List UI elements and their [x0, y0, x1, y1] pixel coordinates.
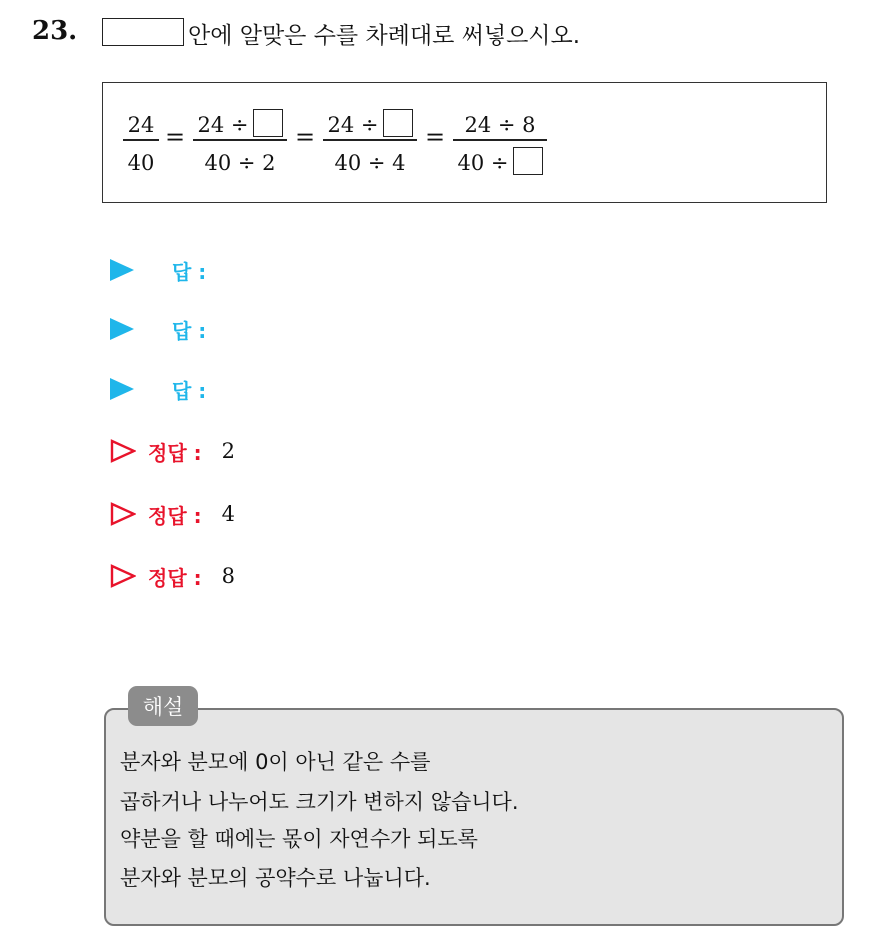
correct-answer-label: 정답 :	[148, 440, 202, 465]
answer-row-3[interactable]	[110, 375, 206, 403]
question-number: 23.	[32, 16, 78, 46]
play-triangle-icon	[110, 378, 134, 400]
equals-sign: =	[295, 123, 316, 151]
explanation-line-1: 분자와 분모에 0이 아닌 같은 수를	[120, 750, 431, 774]
correct-answer-label: 정답 :	[148, 565, 202, 590]
blank-box-1[interactable]	[253, 109, 283, 137]
correct-answer-label: 정답 :	[148, 503, 202, 528]
explanation-tab: 해설	[128, 686, 198, 726]
answer-row-1[interactable]	[110, 256, 206, 284]
question-text: 안에 알맞은 수를 차례대로 써넣으시오.	[188, 23, 581, 49]
fraction-3-denominator: 40 ÷ 4	[334, 150, 406, 175]
correct-answer-value: 4	[221, 502, 235, 526]
explanation-box	[104, 708, 844, 926]
blank-box-3[interactable]	[513, 147, 543, 175]
blank-box-2[interactable]	[383, 109, 413, 137]
fraction-4-numerator: 24 ÷ 8	[464, 113, 536, 137]
answer-blank-box	[102, 18, 184, 46]
correct-answer-row-2	[110, 500, 235, 528]
play-triangle-icon	[110, 259, 134, 281]
answer-label: 답 :	[172, 259, 207, 284]
outline-triangle-icon	[110, 439, 136, 463]
equals-sign: =	[165, 123, 186, 151]
fraction-1-numerator: 24	[127, 113, 155, 137]
outline-triangle-icon	[110, 502, 136, 526]
fraction-2-denominator: 40 ÷ 2	[204, 150, 276, 175]
play-triangle-icon	[110, 318, 134, 340]
correct-answer-row-3	[110, 562, 235, 590]
fraction-4-denominator: 40 ÷	[453, 143, 547, 175]
correct-answer-value: 8	[221, 564, 235, 588]
fraction-1-denominator: 40	[127, 150, 155, 175]
fraction-2	[193, 105, 287, 175]
answer-label: 답 :	[172, 318, 207, 343]
correct-answer-value: 2	[221, 439, 235, 463]
fraction-4	[453, 105, 547, 175]
fraction-3	[323, 105, 417, 175]
answer-label: 답 :	[172, 378, 207, 403]
fraction-3-numerator: 24 ÷	[323, 105, 417, 137]
equals-sign: =	[425, 123, 446, 151]
answer-row-2[interactable]	[110, 315, 206, 343]
explanation-line-4: 분자와 분모의 공약수로 나눕니다.	[120, 866, 431, 890]
fraction-2-numerator: 24 ÷	[193, 105, 287, 137]
fraction-1	[123, 105, 159, 175]
outline-triangle-icon	[110, 564, 136, 588]
explanation-line-2: 곱하거나 나누어도 크기가 변하지 않습니다.	[120, 790, 519, 814]
correct-answer-row-1	[110, 437, 235, 465]
formula-box	[102, 82, 827, 203]
explanation-line-3: 약분을 할 때에는 몫이 자연수가 되도록	[120, 827, 478, 851]
